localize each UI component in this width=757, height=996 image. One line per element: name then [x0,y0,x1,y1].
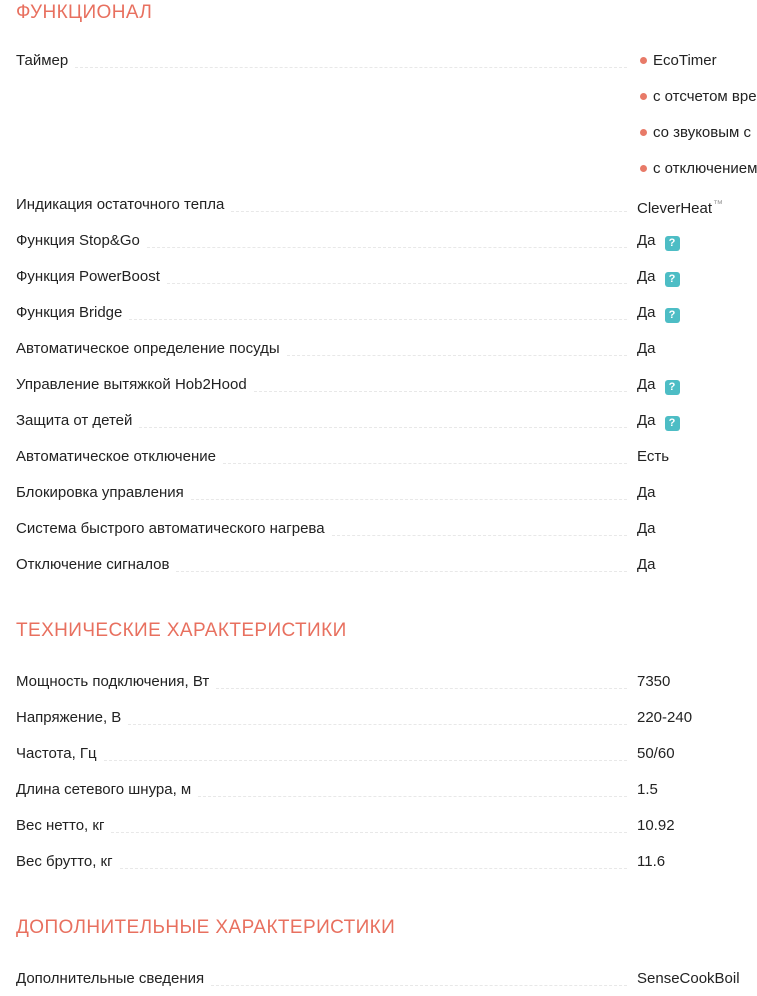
spec-row [0,331,757,367]
spec-value [637,511,656,547]
spec-row [0,664,757,700]
spec-label: Управление вытяжкой Hob2Hood [16,376,247,393]
dotted-leader [129,295,627,320]
spec-value [637,331,656,367]
spec-value-text: Да [637,340,656,357]
spec-label: Функция PowerBoost [16,268,160,285]
spec-value-text: SenseCookBoil [637,970,740,987]
spec-label: Блокировка управления [16,484,184,501]
spec-row-line [16,736,627,772]
spec-row-line [16,187,627,223]
help-icon[interactable]: ? [665,272,680,287]
spec-value [637,367,680,403]
spec-section [0,917,757,996]
spec-row-line [16,259,627,295]
spec-row [0,511,757,547]
spec-value-text: 220-240 [637,709,693,726]
spec-row-line [16,700,627,736]
dotted-leader [332,511,627,536]
spec-label: Длина сетевого шнура, м [16,781,192,798]
dotted-leader [128,700,627,725]
spec-value [637,772,658,808]
spec-value-text: 7350 [637,673,671,690]
spec-row-line [16,403,627,439]
help-icon[interactable]: ? [665,416,680,431]
bullet-item-text: EcoTimer [653,52,717,69]
dotted-leader [176,547,627,572]
spec-row [0,844,757,880]
spec-label: Функция Bridge [16,304,123,321]
spec-label: Отключение сигналов [16,556,170,573]
spec-value-text: Да [637,376,656,393]
spec-row-line [16,511,627,547]
spec-value-text: 1.5 [637,781,658,798]
spec-row-line [16,295,627,331]
bullet-icon [640,129,647,136]
bullet-item-text: со звуковым с [653,124,751,141]
spec-value-text: Да [637,268,656,285]
spec-label: Таймер [16,52,69,69]
help-icon[interactable]: ? [665,236,680,251]
spec-value [637,961,740,996]
bullet-list-item [637,115,757,151]
help-icon[interactable]: ? [665,380,680,395]
spec-label: Вес брутто, кг [16,853,113,870]
bullet-icon [640,165,647,172]
spec-value-text: Да [637,556,656,573]
spec-section [0,620,757,880]
spec-label: Напряжение, В [16,709,122,726]
spec-row-line [16,223,627,259]
trademark-symbol: ™ [713,199,724,210]
spec-row [0,367,757,403]
spec-value [637,403,680,439]
spec-label: Защита от детей [16,412,133,429]
bullet-list-item [637,79,757,115]
spec-row-line [16,331,627,367]
spec-row [0,223,757,259]
spec-row [0,772,757,808]
spec-row-line [16,664,627,700]
spec-value-text: Да [637,304,656,321]
spec-value [637,295,680,331]
section-title: ДОПОЛНИТЕЛЬНЫЕ ХАРАКТЕРИСТИКИ [16,917,396,938]
spec-value-text: Да [637,484,656,501]
spec-label: Функция Stop&Go [16,232,140,249]
bullet-item-text: с отключением [653,160,757,177]
spec-value-text: 50/60 [637,745,675,762]
spec-row-line [16,961,627,996]
spec-row [0,439,757,475]
dotted-leader [287,331,627,356]
dotted-leader [104,736,627,761]
spec-value-text: 11.6 [637,853,666,870]
dotted-leader [191,475,627,500]
dotted-leader [211,961,627,986]
spec-row [0,295,757,331]
spec-label: Система быстрого автоматического нагрева [16,520,325,537]
spec-value-text: Да [637,520,656,537]
spec-row-line [16,808,627,844]
dotted-leader [254,367,627,392]
bullet-list-item [637,43,757,79]
spec-label: Частота, Гц [16,745,97,762]
section-title: ФУНКЦИОНАЛ [16,2,153,23]
spec-row [0,475,757,511]
spec-label: Мощность подключения, Вт [16,673,210,690]
spec-label: Автоматическое отключение [16,448,216,465]
dotted-leader [231,187,627,212]
dotted-leader [75,43,627,68]
spec-value [637,547,656,583]
spec-value [637,259,680,295]
spec-label: Автоматическое определение посуды [16,340,280,357]
spec-row-line [16,367,627,403]
dotted-leader [216,664,627,689]
spec-value-text: 10.92 [637,817,675,834]
spec-row-line [16,772,627,808]
spec-value-text: Есть [637,448,670,465]
spec-label: Вес нетто, кг [16,817,105,834]
dotted-leader [167,259,627,284]
dotted-leader [147,223,627,248]
spec-section [0,2,757,583]
dotted-leader [111,808,627,833]
bullet-list-item [637,151,757,187]
spec-row [0,259,757,295]
spec-row-line [16,547,627,583]
spec-value [637,736,675,772]
spec-value [637,664,670,700]
section-title: ТЕХНИЧЕСКИЕ ХАРАКТЕРИСТИКИ [16,620,347,641]
spec-row-line [16,43,627,79]
bullet-icon [640,93,647,100]
spec-row-line [16,475,627,511]
spec-row [0,961,757,996]
dotted-leader [223,439,627,464]
spec-value [637,808,675,844]
dotted-leader [198,772,627,797]
bullet-icon [640,57,647,64]
spec-row [0,547,757,583]
spec-value-text: Да [637,412,656,429]
spec-row [0,700,757,736]
spec-value [637,223,680,259]
spec-value-text: Да [637,232,656,249]
dotted-leader [139,403,627,428]
spec-value [637,475,656,511]
help-icon[interactable]: ? [665,308,680,323]
spec-row-line [16,439,627,475]
bullet-item-text: с отсчетом вре [653,88,757,105]
spec-value [637,439,669,475]
spec-value [637,187,724,227]
dotted-leader [120,844,627,869]
spec-value [637,43,757,187]
spec-value [637,844,665,880]
spec-value-text: CleverHeat [637,200,713,217]
spec-label: Дополнительные сведения [16,970,205,987]
spec-label: Индикация остаточного тепла [16,196,225,213]
spec-row [0,808,757,844]
spec-row [0,736,757,772]
spec-row [0,403,757,439]
spec-value [637,700,692,736]
spec-row-line [16,844,627,880]
spec-row [0,43,757,187]
spec-row [0,187,757,223]
